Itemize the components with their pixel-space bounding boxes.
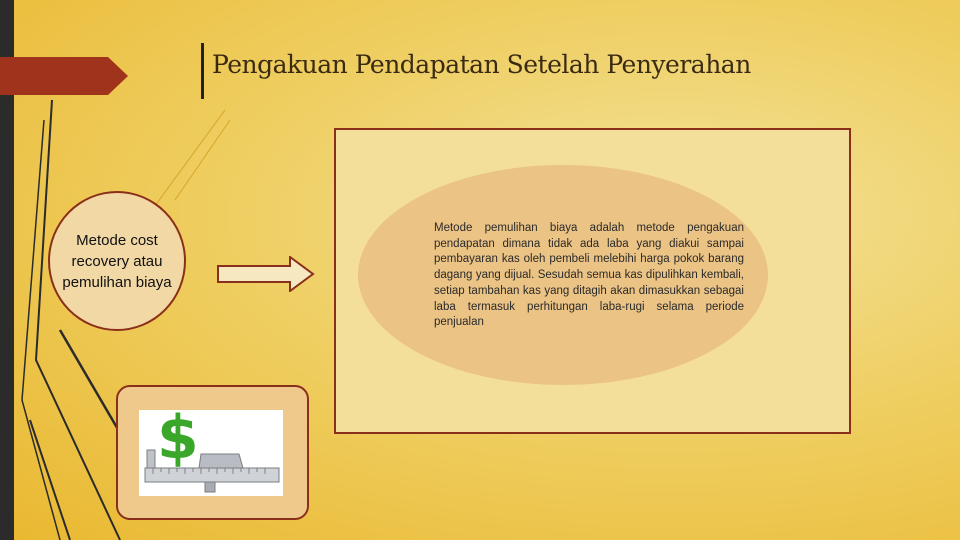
definition-text: Metode pemulihan biaya adalah metode pengakuan pendapatan dimana tidak ada laba yang diakui sampai pembayaran kas oleh pembeli melebihi harga pokok barang dagang yang dijual. Sesudah semua kas dipulihkan kembali, setiap tambahan kas yang ditagih akan dimasukkan sebagai laba termasuk perhitungan laba-rugi selama periode penjualan bbox=[434, 222, 744, 329]
red-tab-shape bbox=[0, 57, 128, 95]
svg-text:$: $ bbox=[157, 410, 199, 473]
page-title: Pengakuan Pendapatan Setelah Penyerahan bbox=[212, 50, 751, 79]
method-label: Metode cost recovery atau pemulihan biaya bbox=[62, 231, 172, 291]
method-circle bbox=[48, 191, 186, 331]
title-accent-bar bbox=[201, 43, 204, 99]
dollar-caliper-icon bbox=[139, 410, 283, 496]
image-area bbox=[139, 410, 283, 496]
right-arrow-icon bbox=[216, 256, 316, 292]
